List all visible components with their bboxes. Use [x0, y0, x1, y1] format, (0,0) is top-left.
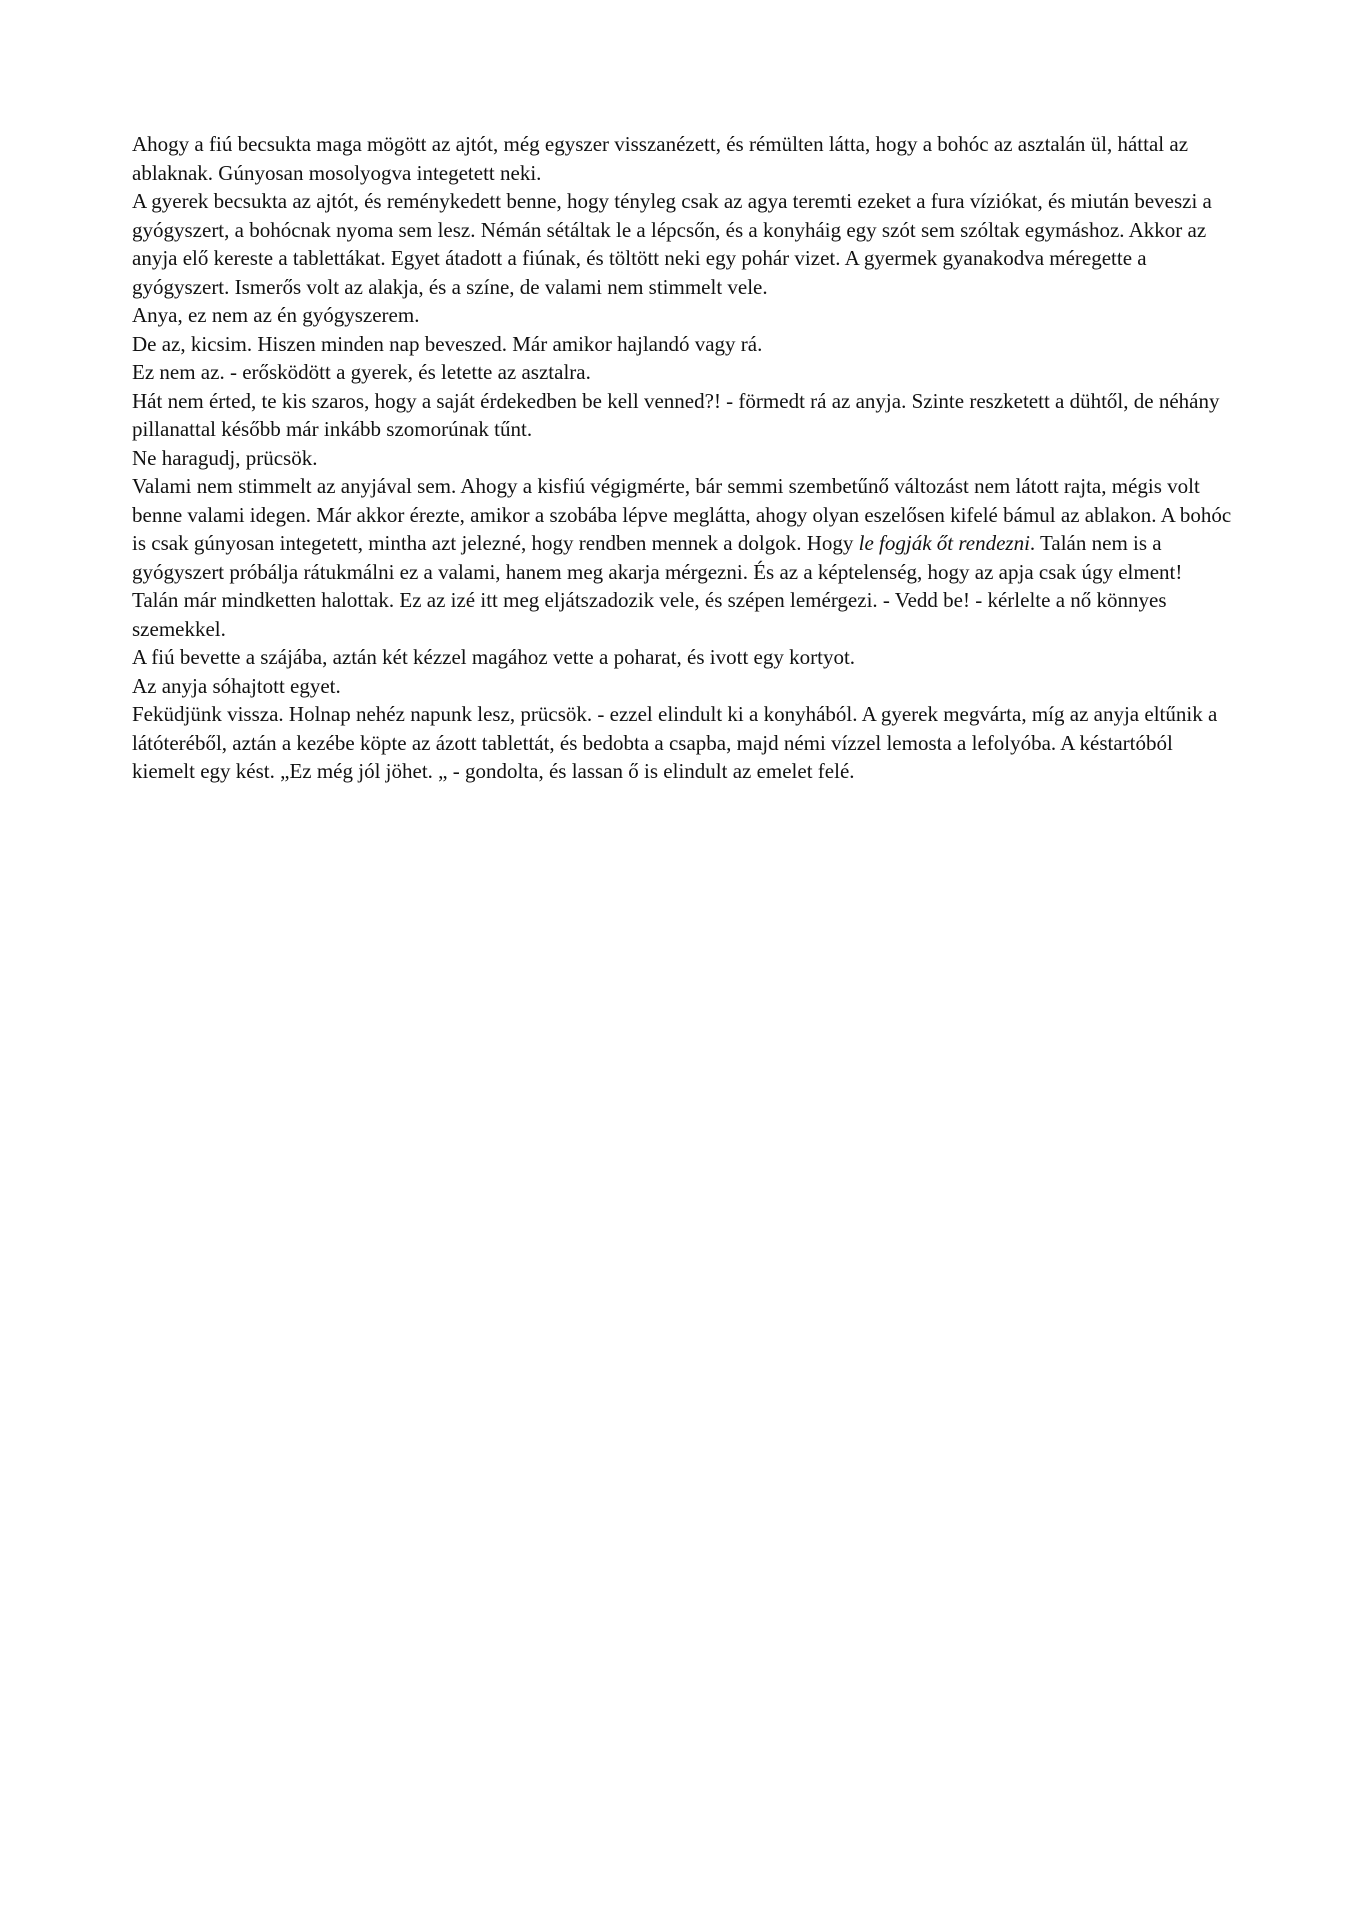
- paragraph-8-end: . Talán nem is a gyógyszert próbálja rátukmálni ez a valami, hanem meg akarja mérgezni. És az a képtelenség, hogy az apja csak úgy elment! Talán már mindketten halottak. Ez az izé itt meg eljátszadozik vele, és szépen lemérgezi. - Vedd be! - kérlelte a nő könnyes szemekkel.: [132, 531, 1183, 641]
- paragraph-2: A gyerek becsukta az ajtót, és reménykedett benne, hogy tényleg csak az agya teremti ezeket a fura víziókat, és miután beveszi a gyógyszert, a bohócnak nyoma sem lesz. Némán sétáltak le a lépcsőn, és a konyháig egy szót sem szóltak egymáshoz. Akkor az anyja elő kereste a tablettákat. Egyet átadott a fiúnak, és töltött neki egy pohár vizet. A gyermek gyanakodva méregette a gyógyszert. Ismerős volt az alakja, és a színe, de valami nem stimmelt vele.: [132, 189, 1212, 299]
- paragraph-10: Az anyja sóhajtott egyet.: [132, 673, 341, 698]
- story-text: [132, 130, 1232, 786]
- paragraph-6: Hát nem érted, te kis szaros, hogy a saját érdekedben be kell venned?! - förmedt rá az anyja. Szinte reszketett a dühtől, de néhány pillanattal később már inkább szomorúnak tűnt.: [132, 388, 1220, 441]
- paragraph-1: Ahogy a fiú becsukta maga mögött az ajtót, még egyszer visszanézett, és rémülten látta, hogy a bohóc az asztalán ül, háttal az ablaknak. Gúnyosan mosolyogva integetett neki.: [132, 132, 1189, 185]
- paragraph-3: Anya, ez nem az én gyógyszerem.: [132, 303, 420, 327]
- paragraph-8: [132, 472, 1232, 643]
- paragraph-9: A fiú bevette a szájába, aztán két kézzel magához vette a poharat, és ivott egy kortyot.: [132, 645, 856, 669]
- paragraph-8-italic: le fogják őt rendezni: [858, 531, 1030, 555]
- paragraph-4: De az, kicsim. Hiszen minden nap beveszed. Már amikor hajlandó vagy rá.: [132, 331, 763, 356]
- paragraph-8-start: Valami nem stimmelt az anyjával sem. Ahogy a kisfiú végigmérte, bár semmi szembetűnő változást nem látott rajta, mégis volt benne valami idegen. Már akkor érezte, amikor a szobába lépve meglátta, ahogy olyan eszelősen kifelé bámul az ablakon. A bohóc is csak gúnyosan integetett, mintha azt jelezné, hogy rendben mennek a dolgok. Hogy: [132, 474, 1232, 555]
- paragraph-7: Ne haragudj, prücsök.: [132, 445, 318, 470]
- paragraph-11: Feküdjünk vissza. Holnap nehéz napunk lesz, prücsök. - ezzel elindult ki a konyhából. A gyerek megvárta, míg az anyja eltűnik a látóteréből, aztán a kezébe köpte az ázott tablettát, és bedobta a csapba, majd némi vízzel lemosta a lefolyóba. A késtartóból kiemelt egy kést. „Ez még jól jöhet. „ - gondolta, és lassan ő is elindult az emelet felé.: [132, 702, 1218, 783]
- paragraph-5: Ez nem az. - erősködött a gyerek, és letette az asztalra.: [132, 360, 591, 384]
